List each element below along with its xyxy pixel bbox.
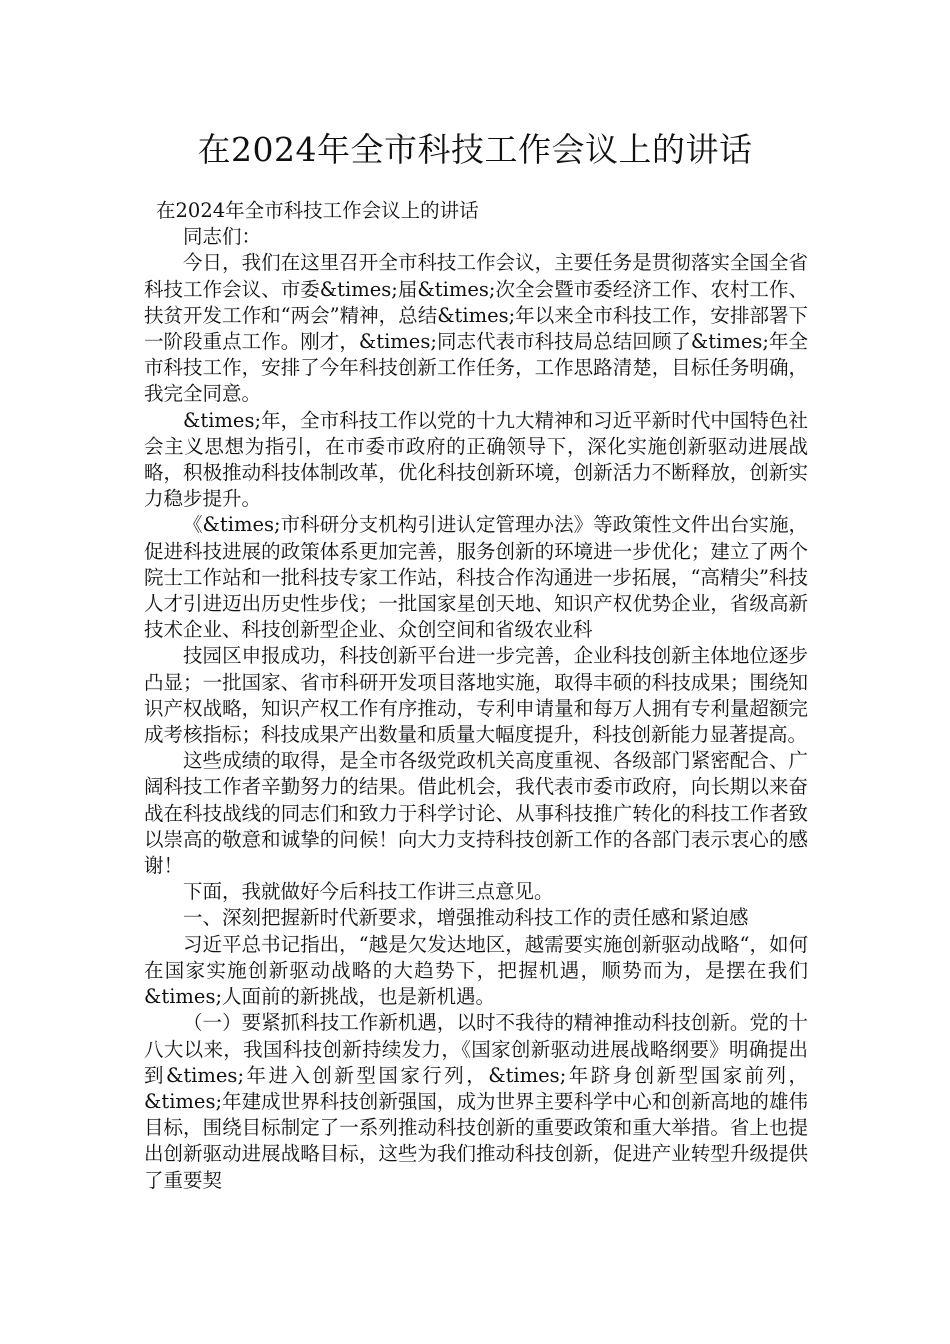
- paragraph-subsection-1: （一）要紧抓科技工作新机遇，以时不我待的精神推动科技创新。党的十八大以来，我国科技创新持续发力，《国家创新驱动进展战略纲要》明确提出到&times;年进入创新型国家行列，&times;年跻身创新型国家前列，&times;年建成世界科技创新强国，成为世界主要科学中心和创新高地的雄伟目标，围绕目标制定了一系列推动科技创新的重要政策和重大举措。省上也提出创新驱动进展战略目标，这些为我们推动科技创新，促进产业转型升级提供了重要契: [144, 1011, 808, 1192]
- document-subtitle: 在2024年全市科技工作会议上的讲话: [156, 199, 479, 222]
- paragraph-policies: 《&times;市科研分支机构引进认定管理办法》等政策性文件出台实施，促进科技进展的政策体系更加完善，服务创新的环境进一步优化；建立了两个院士工作站和一批科技专家工作站，科技合作沟通进一步拓展，“高精尖”科技人才引进迈出历史性步伐；一批国家星创天地、知识产权优势企业，省级高新技术企业、科技创新型企业、众创空间和省级农业科: [144, 513, 808, 642]
- paragraph-thanks: 这些成绩的取得，是全市各级党政机关高度重视、各级部门紧密配合、广阔科技工作者辛勤努力的结果。借此机会，我代表市委市政府，向长期以来奋战在科技战线的同志们和致力于科学讨论、从事科技推广转化的科技工作者致以崇高的敬意和诚挚的问候！向大力支持科技创新工作的各部门表示衷心的感谢！: [144, 749, 808, 878]
- document-body: [144, 198, 808, 1194]
- paragraph-opening: 今日，我们在这里召开全市科技工作会议，主要任务是贯彻落实全国全省科技工作会议、市委&times;届&times;次全会暨市委经济工作、农村工作、扶贫开发工作和“两会”精神，总结&times;年以来全市科技工作，安排部署下一阶段重点工作。刚才，&times;同志代表市科技局总结回顾了&times;年全市科技工作，安排了今年科技创新工作任务，工作思路清楚，目标任务明确，我完全同意。: [144, 251, 808, 406]
- section-heading-1: 一、深刻把握新时代新要求，增强推动科技工作的责任感和紧迫感: [183, 906, 749, 930]
- paragraph-transition: 下面，我就做好今后科技工作讲三点意见。: [183, 880, 554, 904]
- paragraph-summary: &times;年，全市科技工作以党的十九大精神和习近平新时代中国特色社会主义思想为指引，在市委市政府的正确领导下，深化实施创新驱动进展战略，积极推动科技体制改革，优化科技创新环境，创新活力不断释放，创新实力稳步提升。: [144, 408, 808, 511]
- paragraph-achievements: 技园区申报成功，科技创新平台进一步完善，企业科技创新主体地位逐步凸显；一批国家、省市科研开发项目落地实施，取得丰硕的科技成果；围绕知识产权战略，知识产权工作有序推动，专利申请量和每万人拥有专利量超额完成考核指标；科技成果产出数量和质量大幅度提升，科技创新能力显著提高。: [144, 644, 808, 747]
- paragraph-salutation: 同志们：: [183, 225, 262, 249]
- document-title: 在2024年全市科技工作会议上的讲话: [197, 130, 753, 169]
- paragraph-quote: 习近平总书记指出，“越是欠发达地区，越需要实施创新驱动战略“，如何在国家实施创新驱动战略的大趋势下，把握机遇，顺势而为，是摆在我们&times;人面前的新挑战，也是新机遇。: [144, 932, 808, 1009]
